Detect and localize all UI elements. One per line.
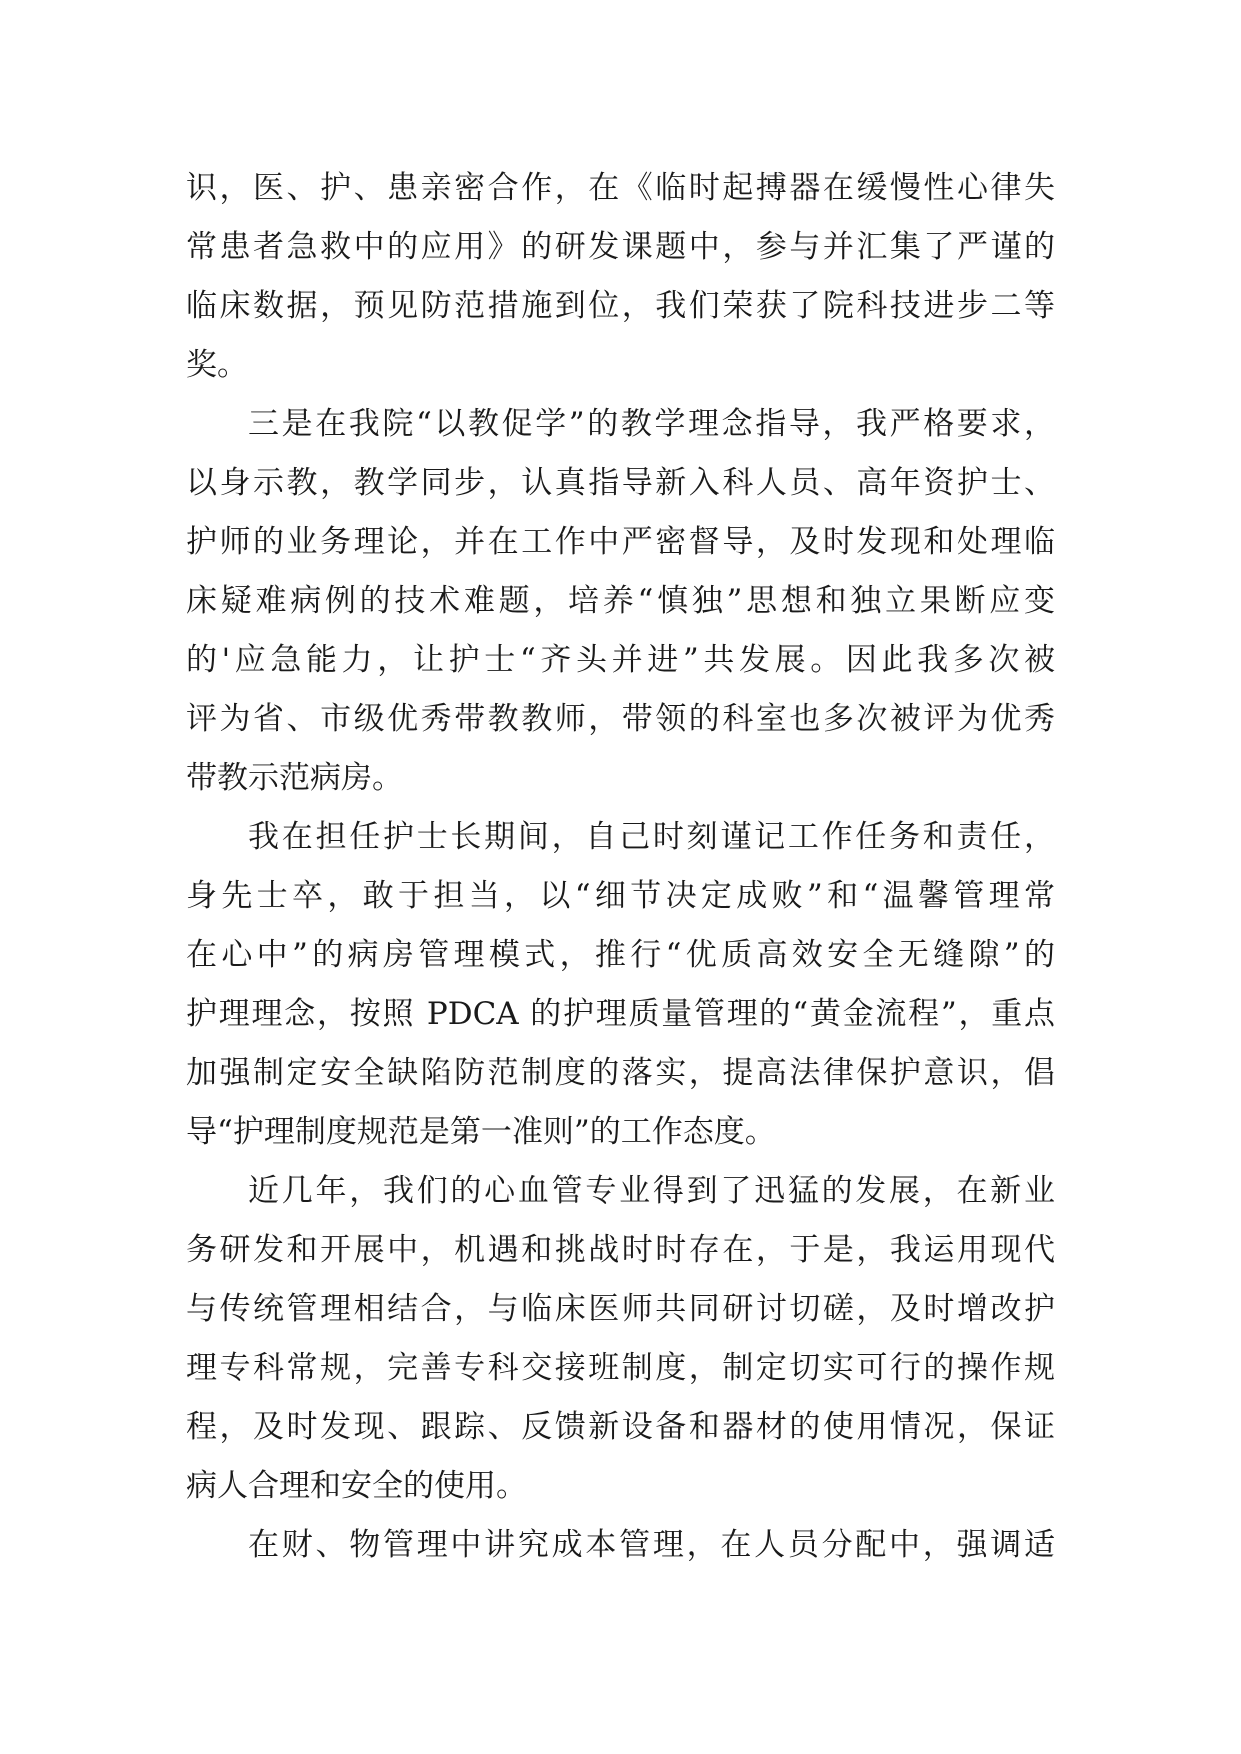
text-line: 识，医、护、患亲密合作，在《临时起搏器在缓慢性心律失 [186,170,1055,206]
text-line: 导“护理制度规范是第一准则”的工作态度。 [186,1114,776,1150]
text-line: 的'应急能力，让护士“齐头并进”共发展。因此我多次被 [186,642,1055,678]
paragraph-first-line: 三是在我院“以教促学”的教学理念指导，我严格要求， [248,406,1055,442]
text-line: 与传统管理相结合，与临床医师共同研讨切磋，及时增改护 [186,1291,1055,1327]
text-line: 病人合理和安全的使用。 [186,1468,527,1504]
text-line: 程，及时发现、跟踪、反馈新设备和器材的使用情况，保证 [186,1409,1055,1445]
text-line: 加强制定安全缺陷防范制度的落实，提高法律保护意识，倡 [186,1055,1055,1091]
text-line: 带教示范病房。 [186,760,403,796]
paragraph-first-line: 近几年，我们的心血管专业得到了迅猛的发展，在新业 [248,1173,1055,1209]
text-line: 评为省、市级优秀带教教师，带领的科室也多次被评为优秀 [186,701,1055,737]
text-line: 床疑难病例的技术难题，培养“慎独”思想和独立果断应变 [186,583,1055,619]
text-line: 身先士卒，敢于担当，以“细节决定成败”和“温馨管理常 [186,878,1055,914]
text-line: 护师的业务理论，并在工作中严密督导，及时发现和处理临 [186,524,1055,560]
text-line: 在心中”的病房管理模式，推行“优质高效安全无缝隙”的 [186,937,1055,973]
text-line: 以身示教，教学同步，认真指导新入科人员、高年资护士、 [186,465,1055,501]
paragraph-first-line: 在财、物管理中讲究成本管理，在人员分配中，强调适 [248,1527,1055,1563]
paragraph-first-line: 我在担任护士长期间，自己时刻谨记工作任务和责任， [248,819,1055,855]
text-line: 护理理念，按照 PDCA 的护理质量管理的“黄金流程”，重点 [186,996,1055,1032]
body-text [186,159,1055,1575]
text-line: 临床数据，预见防范措施到位，我们荣获了院科技进步二等 [186,288,1055,324]
text-line: 奖。 [186,347,248,383]
text-line: 常患者急救中的应用》的研发课题中，参与并汇集了严谨的 [186,229,1055,265]
text-line: 理专科常规，完善专科交接班制度，制定切实可行的操作规 [186,1350,1055,1386]
text-line: 务研发和开展中，机遇和挑战时时存在，于是，我运用现代 [186,1232,1055,1268]
